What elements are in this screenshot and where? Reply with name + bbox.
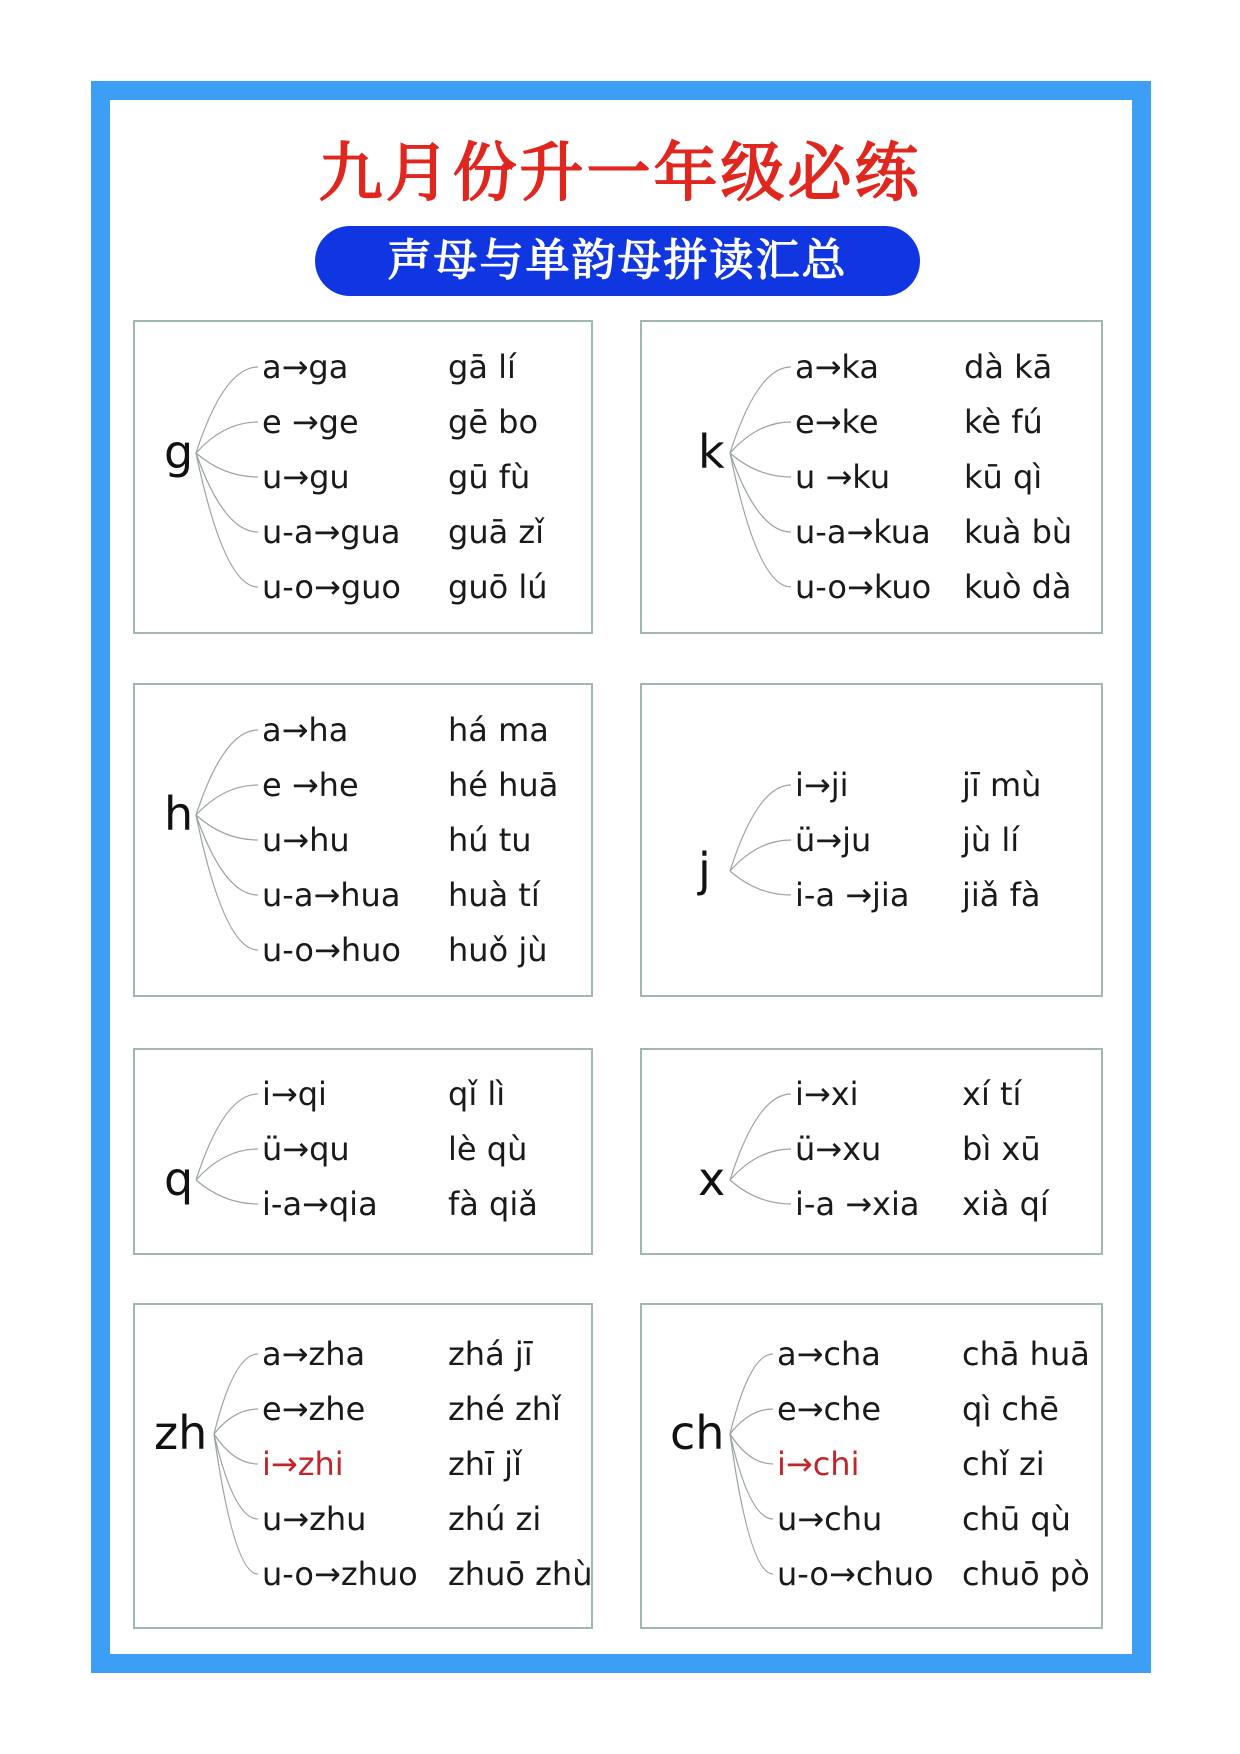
example-word: zhú zi bbox=[448, 1500, 542, 1538]
spelling-rule: u→hu bbox=[262, 821, 350, 859]
example-word: kū qì bbox=[964, 458, 1043, 496]
example-word: dà kā bbox=[964, 348, 1053, 386]
initial-letter: zh bbox=[154, 1406, 208, 1460]
spelling-rule: i→xi bbox=[795, 1075, 859, 1113]
example-word: gā lí bbox=[448, 348, 516, 386]
example-word: zhá jī bbox=[448, 1335, 533, 1373]
spelling-rule: u-o→guo bbox=[262, 568, 401, 606]
spelling-rule: a→ga bbox=[262, 348, 349, 386]
spelling-rule: i→chi bbox=[777, 1445, 860, 1483]
subtitle-banner: 声母与单韵母拼读汇总 bbox=[315, 226, 920, 296]
initial-card-k bbox=[640, 320, 1103, 634]
branch-line bbox=[730, 1354, 773, 1434]
branch-line bbox=[214, 1354, 258, 1434]
spelling-rule: a→cha bbox=[777, 1335, 881, 1373]
spelling-rule: e→che bbox=[777, 1390, 882, 1428]
spelling-rule: i→ji bbox=[795, 766, 849, 804]
spelling-rule: u-o→chuo bbox=[777, 1555, 934, 1593]
spelling-rule: i-a→qia bbox=[262, 1185, 378, 1223]
example-word: zhī jǐ bbox=[448, 1445, 522, 1483]
page-title: 九月份升一年级必练 bbox=[318, 137, 922, 211]
example-word: kuò dà bbox=[964, 568, 1072, 606]
initial-letter: x bbox=[698, 1152, 726, 1206]
example-word: gē bo bbox=[448, 403, 539, 441]
spelling-rule: u-a→gua bbox=[262, 513, 401, 551]
branch-line bbox=[730, 367, 791, 453]
initial-letter: g bbox=[164, 425, 194, 479]
branch-lines bbox=[642, 685, 1105, 999]
example-word: fà qiǎ bbox=[448, 1185, 538, 1223]
initial-letter: ch bbox=[670, 1406, 725, 1460]
example-word: huà tí bbox=[448, 876, 540, 914]
branch-line bbox=[730, 1409, 773, 1434]
branch-line bbox=[730, 785, 791, 871]
example-word: jī mù bbox=[962, 766, 1042, 804]
spelling-rule: ü→ju bbox=[795, 821, 872, 859]
branch-line bbox=[730, 453, 791, 587]
example-word: xià qí bbox=[962, 1185, 1049, 1223]
example-word: guā zǐ bbox=[448, 513, 545, 551]
example-word: jiǎ fà bbox=[962, 876, 1041, 914]
spelling-rule: ü→xu bbox=[795, 1130, 882, 1168]
spelling-rule: u-o→kuo bbox=[795, 568, 932, 606]
spelling-rule: u-o→zhuo bbox=[262, 1555, 418, 1593]
branch-line bbox=[730, 1094, 791, 1180]
example-word: hú tu bbox=[448, 821, 532, 859]
spelling-rule: a→ka bbox=[795, 348, 879, 386]
initial-card-g bbox=[133, 320, 593, 634]
spelling-rule: e→zhe bbox=[262, 1390, 366, 1428]
example-word: chuō pò bbox=[962, 1555, 1090, 1593]
branch-line bbox=[730, 871, 791, 895]
branch-line bbox=[196, 815, 258, 840]
spelling-rule: e→ke bbox=[795, 403, 879, 441]
spelling-rule: a→ha bbox=[262, 711, 349, 749]
spelling-rule: u→chu bbox=[777, 1500, 883, 1538]
example-word: lè qù bbox=[448, 1130, 528, 1168]
example-word: kè fú bbox=[964, 403, 1043, 441]
example-word: hé huā bbox=[448, 766, 559, 804]
branch-line bbox=[196, 730, 258, 815]
initial-card-ch bbox=[640, 1303, 1103, 1629]
example-word: há ma bbox=[448, 711, 549, 749]
spelling-rule: u-a→kua bbox=[795, 513, 931, 551]
example-word: qì chē bbox=[962, 1390, 1059, 1428]
example-word: xí tí bbox=[962, 1075, 1022, 1113]
example-word: jù lí bbox=[962, 821, 1020, 859]
initial-letter: k bbox=[698, 425, 725, 479]
initial-letter: h bbox=[164, 787, 194, 841]
initial-card-q bbox=[133, 1048, 593, 1255]
spelling-rule: ü→qu bbox=[262, 1130, 350, 1168]
spelling-rule: a→zha bbox=[262, 1335, 366, 1373]
example-word: chū qù bbox=[962, 1500, 1071, 1538]
example-word: kuà bù bbox=[964, 513, 1073, 551]
initial-card-x bbox=[640, 1048, 1103, 1255]
spelling-rule: u→gu bbox=[262, 458, 350, 496]
spelling-rule: i-a →xia bbox=[795, 1185, 920, 1223]
branch-line bbox=[196, 453, 258, 477]
branch-line bbox=[196, 815, 258, 950]
example-word: chǐ zi bbox=[962, 1445, 1045, 1483]
branch-line bbox=[730, 1434, 773, 1574]
initial-letter: j bbox=[698, 843, 711, 897]
initial-letter: q bbox=[164, 1152, 194, 1206]
initial-card-zh bbox=[133, 1303, 593, 1629]
example-word: zhuō zhù bbox=[448, 1555, 593, 1593]
spelling-rule: u-a→hua bbox=[262, 876, 401, 914]
example-word: chā huā bbox=[962, 1335, 1090, 1373]
spelling-rule: i→qi bbox=[262, 1075, 327, 1113]
branch-line bbox=[196, 453, 258, 587]
branch-line bbox=[730, 453, 791, 477]
example-word: huǒ jù bbox=[448, 931, 548, 969]
spelling-rule: e →ge bbox=[262, 403, 359, 441]
branch-line bbox=[196, 1094, 258, 1180]
example-word: zhé zhǐ bbox=[448, 1390, 561, 1428]
spelling-rule: e →he bbox=[262, 766, 359, 804]
spelling-rule: u-o→huo bbox=[262, 931, 401, 969]
initial-card-h bbox=[133, 683, 593, 997]
spelling-rule: u→zhu bbox=[262, 1500, 367, 1538]
spelling-rule: i→zhi bbox=[262, 1445, 344, 1483]
example-word: gū fù bbox=[448, 458, 531, 496]
branch-line bbox=[196, 1180, 258, 1204]
branch-line bbox=[214, 1409, 258, 1434]
spelling-rule: u →ku bbox=[795, 458, 891, 496]
example-word: bì xū bbox=[962, 1130, 1041, 1168]
initial-card-j bbox=[640, 683, 1103, 997]
example-word: qǐ lì bbox=[448, 1075, 506, 1113]
spelling-rule: i-a →jia bbox=[795, 876, 910, 914]
branch-line bbox=[730, 1180, 791, 1204]
branch-line bbox=[196, 367, 258, 453]
branch-line bbox=[214, 1434, 258, 1574]
example-word: guō lú bbox=[448, 568, 548, 606]
